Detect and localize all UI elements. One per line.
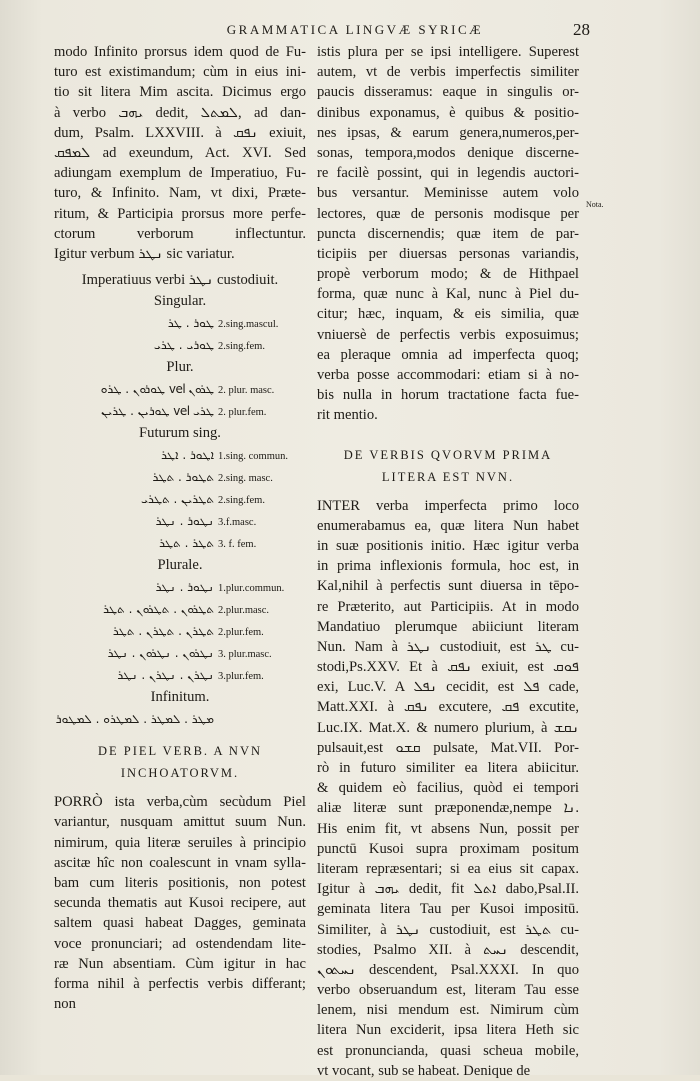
text-line: ܠܡܦܩ ad exeundum, Act. XVI. Sed [54,144,306,161]
syriac-form: ܛܘܪܝ . ܛܪܝ [153,338,214,353]
text-line: ticipiis per diuersas personas variandis, [317,245,579,262]
syriac-form: ܢܛܪܘܢ . ܢܛܪܘܢ . ܢܛܪ [107,646,214,661]
text-line: ritum, & Participia prorsus more perfe- [54,205,306,222]
text-line: vt vocant, sub se habeat. Denique de [317,1062,531,1079]
text-line: secunda thematis aut Kusoi recipere, aut [54,895,306,912]
paradigm-row [54,466,306,488]
text-line: sonas, tempora,modos denique discerne- [317,144,579,161]
text-line: geminata litera Tau per Kusoi impositū. [317,901,579,918]
text-line: verbo obseruandum est, literam Tau esse [317,982,579,999]
paradigm-label: 3. plur.masc. [218,649,272,661]
paradigm-label: 2. plur. masc. [218,385,275,397]
conjugation-paradigm [54,290,306,730]
text-line: His enim fit, vt absens Nun, possit per [317,820,579,837]
text-line: adiungam exemplum de Imperatiuo, Fu- [54,165,306,182]
syriac-form: ܬܛܪܘܢ . ܬܛܪܘܢ . ܬܛܪ [103,602,214,617]
heading-line: INCHOATORVM. [120,766,240,781]
left-column-text-bottom [54,792,306,1014]
text-line: Luc.IX. Mat.X. & numero plurium, à ܢܩܫ [317,719,579,736]
paradigm-row [54,532,306,554]
text-line: saltem quasi habeat Dagges, geminata [54,915,306,932]
paradigm-label: 2.sing. masc. [218,473,273,485]
paradigm-row [54,664,306,686]
paradigm-label: 2.sing.mascul. [218,319,279,331]
paradigm-header: Plurale. [157,557,203,574]
text-line: nes ipsas, & earum genera,numeros,per- [317,124,579,141]
text-line: est pronuncianda, quasi scheua mobile, [317,1042,579,1059]
syriac-form: ܬܛܘܪ . ܬܛܪ [152,470,214,485]
text-line: ctorum verborum inflectuntur. [54,225,306,242]
syriac-form: ܛܘܪܘܢ . ܛܪܘ vel ܛܪܘܢ [100,382,214,397]
paradigm-header: Singular. [153,293,207,310]
syriac-form: ܬܛܪܢ . ܬܛܪܢ . ܬܛܪ [112,624,214,639]
text-line: lectores, quæ de personis modisque per [317,205,579,222]
text-line: ræ Nun absentiam. Cùm igitur in hac [54,955,306,972]
text-line: tio sit litera Mim ascita. Dicimus ergo [54,84,306,101]
text-line: verba posse accommodari: etiam si à no- [317,367,579,383]
paradigm-label: 2. plur.fem. [218,407,267,419]
right-column-text-top [317,42,579,426]
text-line: turo est existimandum; cùm in eius ini- [54,64,306,81]
paradigm-row [54,444,306,466]
margin-note: Nota. [586,200,604,209]
text-line: bam cum literis positionis, non potest [54,875,306,891]
paradigm-header: Plur. [166,359,194,376]
section-heading-piel [54,740,306,784]
text-line: dum, Psalm. LXXVIII. à ܢܦܩ exiuit, [54,124,306,141]
section-heading-nun [317,444,579,488]
page-number: 28 [573,20,590,39]
text-line: literam repræsentari; si ea eius sit capax. [317,860,579,877]
paradigm-row [54,576,306,598]
syriac-form: ܢܛܘܪ . ܢܛܪ [155,580,214,595]
paradigm-label: 1.plur.commun. [218,583,285,595]
text-line: citur; hæc, inquam, & eis similia, quæ [317,306,579,323]
text-line: paucis disseramus: eaque in singulis or- [317,84,579,101]
paradigm-label: 2.plur.fem. [218,627,264,639]
text-line: rò in futuro similiter ea litera abiicitur. [317,760,579,776]
text-line: à verbo ܝܗܒ dedit, ܠܡܬܠ, ad dan- [54,104,306,121]
text-line: forma nihil à perfectis verbis differant; [54,975,306,992]
paradigm-label: 2.plur.masc. [218,605,270,617]
right-column [317,42,579,1081]
text-line: Igitur verbum ܢܛܪ sic variatur. [54,245,235,262]
text-line: autem, vt de verbis imperfectis similiter [317,64,579,81]
paradigm-row [54,400,306,422]
right-column-text-bottom [317,496,579,1081]
text-line: rit mentio. [317,407,378,424]
text-line: bus versantur. Meminisse autem volo [317,185,579,202]
text-line: re Præterito, aut Participiis. At in modo [317,598,579,615]
text-line: Matt.XXI. à ܢܦܩ excutere, ܦܩ excutite, [317,699,579,716]
text-line: ܢܚܬܘܢ descendent, Psal.XXXI. In quo [317,961,579,978]
syriac-form: ܛܘܪ . ܛܪ [167,316,214,331]
text-line: Similiter, à ܢܛܪ custodiuit, est ܬܛܪ cu- [317,921,579,938]
text-line: vniuersè de perfectis verbis exposuimus; [317,326,579,343]
text-line: PORRÒ ista verba,cùm secùdum Piel [54,794,306,811]
text-line: istis plura per se ipsi intelligere. Superest [317,44,579,60]
heading-line: DE PIEL VERB. A NVN [97,744,263,759]
text-line: ea pleraque omnia ad imperfecta quoq; [317,346,579,363]
paradigm-label: 1.sing. commun. [218,451,288,463]
syriac-form: ܛܘܪܝܢ . ܛܪܝܢ vel ܛܪܝ [101,404,214,419]
paradigm-row [54,642,306,664]
paradigm-row [54,598,306,620]
text-line: non [54,996,76,1013]
syriac-form: ܢܛܘܪ . ܢܛܪ [155,514,214,529]
text-line: modo Infinito prorsus idem quod de Fu- [54,44,306,60]
text-line: ascitæ hîc non coalescunt in vnam sylla- [54,854,306,871]
paradigm-label: 3. f. fem. [218,539,257,551]
text-line: litera Nun exciderit, ipsa litera Heth sic [317,1022,579,1039]
text-line: Mandatiuo plerumque abiiciunt literam [317,618,579,635]
text-line: Kal,nihil à perfectis sunt diuersa in tēpo- [317,578,579,595]
paradigm-label: 2.sing.fem. [218,341,265,353]
text-line: re facilè possint, qui in legendis auctori- [317,165,579,182]
text-line: in suæ positionis initio. Hæc igitur verba [317,537,579,554]
left-column [54,42,306,1014]
paradigm-row [54,620,306,642]
paradigm-row [54,334,306,356]
paradigm-label: 2.sing.fem. [218,495,265,507]
syriac-form: ܐܛܘܪ . ܐܛܪ [161,448,214,463]
text-line: stodi,Ps.XXV. Et à ܢܦܩ exiuit, est ܦܘܩ [317,659,579,676]
paradigm-label: 3.plur.fem. [218,671,264,683]
text-line: aliæ literæ sunt præponendæ,nempe ܢܐ. [317,800,579,817]
running-head: GRAMMATICA LINGVÆ SYRICÆ [226,22,484,37]
text-line: voce pronunciari; ad ostendendam lite- [54,935,306,952]
text-line: in prima inflexionis formula, hoc est, in [317,558,579,575]
paradigm-row [54,312,306,334]
text-line: forma, quæ nunc à Kal, nunc à Piel du- [317,286,579,303]
text-line: variantur, nusquam amittut suum Nun. [54,814,306,831]
text-line: pulsauit,est ܩܫܘ pulsate, Mat.VII. Por- [317,739,579,756]
paradigm-header: Infinitum. [150,689,210,706]
text-line: punctū Kusoi supra proximam positum [317,840,579,857]
syriac-form: ܡܛܪ . ܠܡܛܪ . ܠܡܛܪܘ . ܠܡܛܘܪ [55,712,214,727]
text-line: turo, & Infinito. Nam, vt dixi, Præte- [54,185,306,202]
paradigm-row [54,488,306,510]
paradigm-row [54,510,306,532]
text-line: dinibus exponamus, è quibus & positio- [317,104,579,121]
syriac-form: ܬܛܪܝܢ . ܬܛܪܝ [141,492,214,507]
text-line: stodies, Psalmo XII. à ܢܚܬ descendit, [317,941,579,958]
text-line: puncta discernendis; quæ item de par- [317,225,579,242]
text-line: Nun. Nam à ܢܛܪ custodiuit, est ܛܪ cu- [317,638,579,655]
text-line: exi, Luc.V. A ܢܦܠ cecidit, est ܦܠ cade, [317,679,579,696]
heading-line: DE VERBIS QVORVM PRIMA [343,447,553,462]
text-line: bis nulla in horum tractatione facta fue- [317,387,579,404]
text-line: INTER verba imperfecta primo loco [317,497,579,514]
syriac-form: ܬܛܪ . ܬܛܪ [159,536,214,551]
text-line: nimirum, quia literæ seruiles à principio [54,834,306,851]
text-line: Igitur à ܝܗܒ dedit, fit ܐܬܠ dabo,Psal.II. [317,881,579,898]
paradigm-row [54,708,306,730]
heading-line: LITERA EST NVN. [381,469,515,484]
text-line: enumerabamus ea, quæ litera Nun habet [317,517,579,534]
text-line: & quidem eò facilius, quòd ei tempori [317,780,579,797]
paradigm-header: Futurum sing. [139,425,221,442]
text-line: propè verborum modo; & de Hithpael [317,266,579,283]
paradigm-label: 3.f.masc. [218,517,257,529]
syriac-form: ܢܛܪܢ . ܢܛܪܢ . ܢܛܪ [117,668,214,683]
text-line: lenem, nisi mendum est. Nimirum cùm [317,1002,579,1019]
paradigm-title: Imperatiuus verbi ܢܛܪ custodiuit. [81,272,279,289]
paradigm-row [54,378,306,400]
left-column-text-top [54,42,306,264]
